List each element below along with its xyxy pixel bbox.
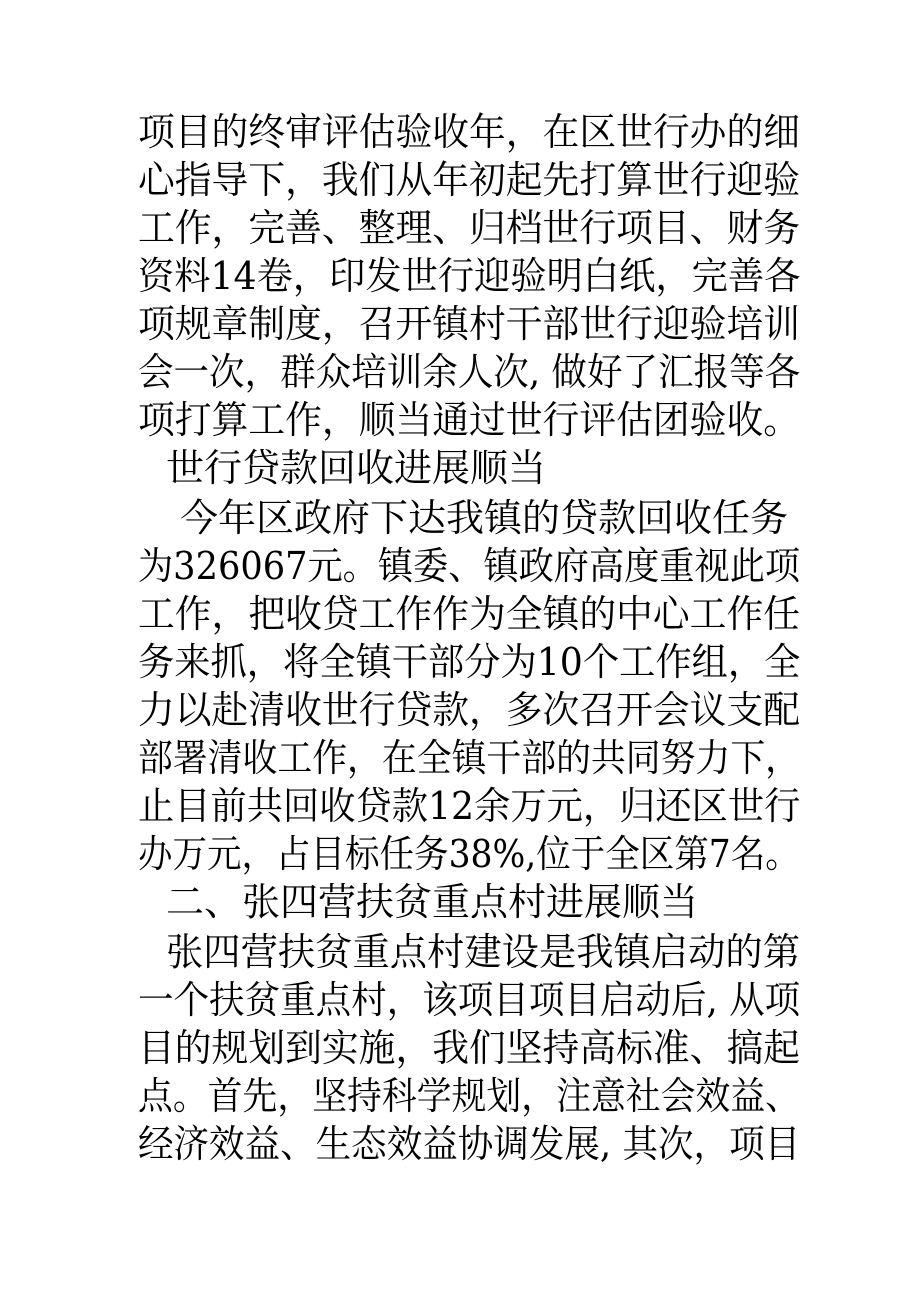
paragraph-first-line: 今年区政府下达我镇的贷款回收任务: [180, 496, 789, 540]
text-line: 一个扶贫重点村，该项目项目启动后, 从项: [138, 978, 801, 1022]
text-line: 办万元，占目标任务38%,位于全区第7名。: [138, 832, 800, 876]
text-line: 力以赴清收世行贷款，多次召开会议支配: [138, 688, 801, 732]
text-line: 务来抓，将全镇干部分为10个工作组，全: [138, 640, 801, 684]
section-heading: 二、张四营扶贫重点村进展顺当: [166, 880, 699, 924]
text-line: 部署清收工作，在全镇干部的共同努力下，: [138, 736, 801, 780]
text-line: 工作，把收贷工作作为全镇的中心工作任: [138, 592, 801, 636]
text-line: 资料14卷，印发世行迎验明白纸，完善各: [138, 254, 801, 298]
text-line: 为326067元。镇委、镇政府高度重视此项: [138, 544, 801, 588]
text-line: 项目的终审评估验收年，在区世行办的细: [138, 110, 801, 154]
paragraph-first-line: 张四营扶贫重点村建设是我镇启动的第: [166, 930, 801, 974]
text-line: 项打算工作，顺当通过世行评估团验收。: [138, 398, 801, 442]
section-heading: 世行贷款回收进展顺当: [166, 446, 547, 490]
text-line: 工作，完善、整理、归档世行项目、财务: [138, 206, 801, 250]
text-line: 止目前共回收贷款12余万元，归还区世行: [138, 784, 801, 828]
text-line: 项规章制度，召开镇村干部世行迎验培训: [138, 302, 801, 346]
text-line: 经济效益、生态效益协调发展, 其次，项目: [138, 1122, 801, 1166]
text-line: 点。首先，坚持科学规划，注意社会效益、: [138, 1074, 801, 1118]
text-line: 心指导下，我们从年初起先打算世行迎验: [138, 158, 801, 202]
text-line: 目的规划到实施，我们坚持高标准、搞起: [138, 1026, 801, 1070]
text-line: 会一次，群众培训余人次, 做好了汇报等各: [138, 350, 801, 394]
